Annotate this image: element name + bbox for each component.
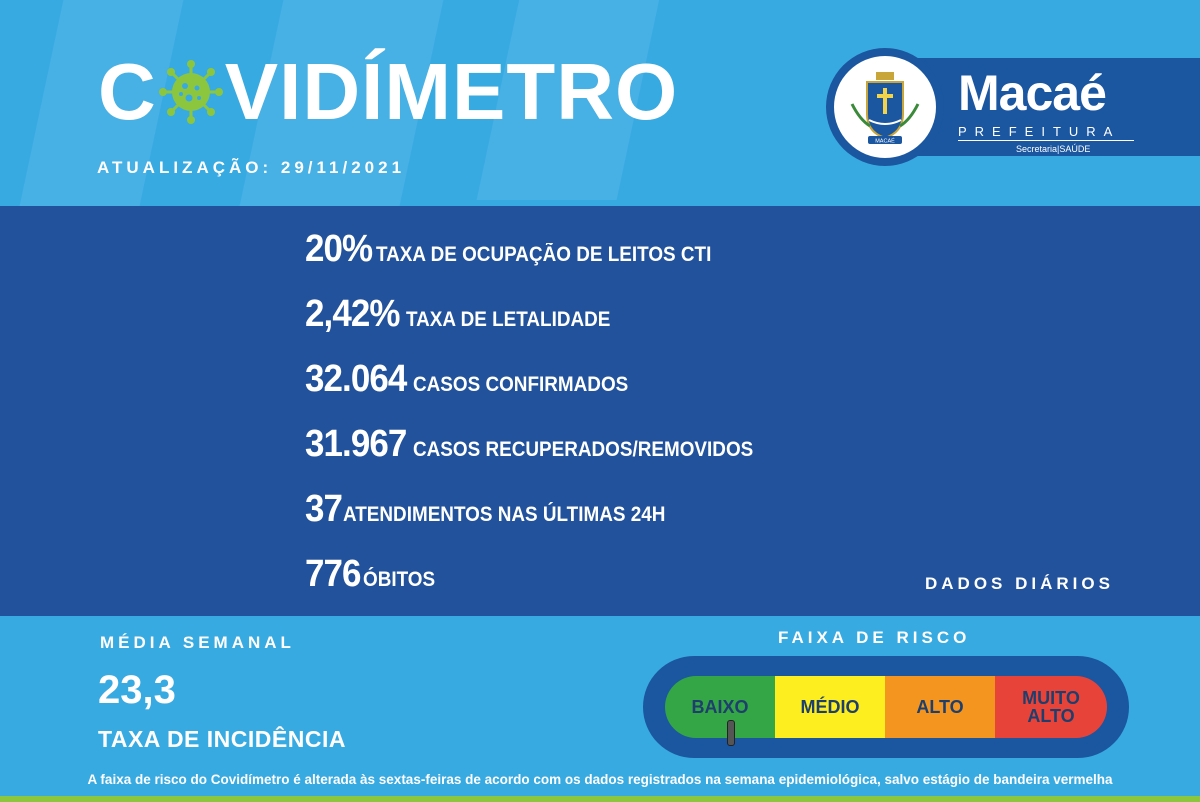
stat-label: ATENDIMENTOS NAS ÚLTIMAS 24H [343,503,666,526]
daily-stats-panel [0,206,1200,616]
stat-label: TAXA DE LETALIDADE [405,308,611,331]
divider [958,140,1134,141]
brand-name: Macaé [958,65,1106,121]
bottom-stripe [0,796,1200,802]
title-text-end: VIDÍMETRO [224,47,679,136]
stat-lethality [305,293,791,358]
city-brand [826,48,1200,166]
stat-icu-occupancy [305,228,791,293]
update-date: ATUALIZAÇÃO: 29/11/2021 [97,158,406,177]
risk-level-medium: MÉDIO [775,676,885,738]
coat-of-arms-icon [840,62,930,152]
stat-label: CASOS RECUPERADOS/REMOVIDOS [413,438,754,461]
virus-icon [159,60,223,124]
weekly-average-label: MÉDIA SEMANAL [100,633,295,652]
risk-level-high: ALTO [885,676,995,738]
page-title [98,47,679,136]
stat-deaths [305,553,791,618]
incidence-value: 23,3 [98,668,176,712]
risk-range-title: FAIXA DE RISCO [778,628,971,647]
footnote: A faixa de risco do Covidímetro é alterada às sextas-feiras de acordo com os dados registrados na semana epidemiológica, salvo estágio de bandeira vermelha [87,772,1113,787]
risk-gauge [643,656,1129,758]
stat-value: 37 [305,488,343,530]
weekly-section [0,616,1200,802]
stat-value: 31.967 [305,423,407,465]
stat-confirmed [305,358,791,423]
stat-attendances [305,488,791,553]
stat-label: CASOS CONFIRMADOS [413,373,629,396]
stat-value: 776 [305,553,361,595]
city-seal [826,48,944,166]
stat-label: TAXA DE OCUPAÇÃO DE LEITOS CTI [376,243,712,266]
stat-value: 2,42% [305,293,400,335]
risk-level-low: BAIXO [665,676,775,738]
stat-label: ÓBITOS [363,568,436,591]
risk-indicator-needle [727,720,735,746]
seal-text: MACAÉ [875,138,895,145]
header-section [0,0,1200,206]
incidence-label: TAXA DE INCIDÊNCIA [98,726,346,752]
stat-value: 20% [305,228,373,270]
stat-value: 32.064 [305,358,407,400]
risk-level-very-high: MUITO ALTO [995,676,1107,738]
brand-department: Secretaria|SAÚDE [1016,144,1091,154]
title-text-start: C [98,47,157,136]
brand-subtitle: PREFEITURA [958,124,1121,139]
stat-recovered [305,423,791,488]
stats-list [305,228,791,618]
daily-data-label: DADOS DIÁRIOS [925,574,1114,593]
